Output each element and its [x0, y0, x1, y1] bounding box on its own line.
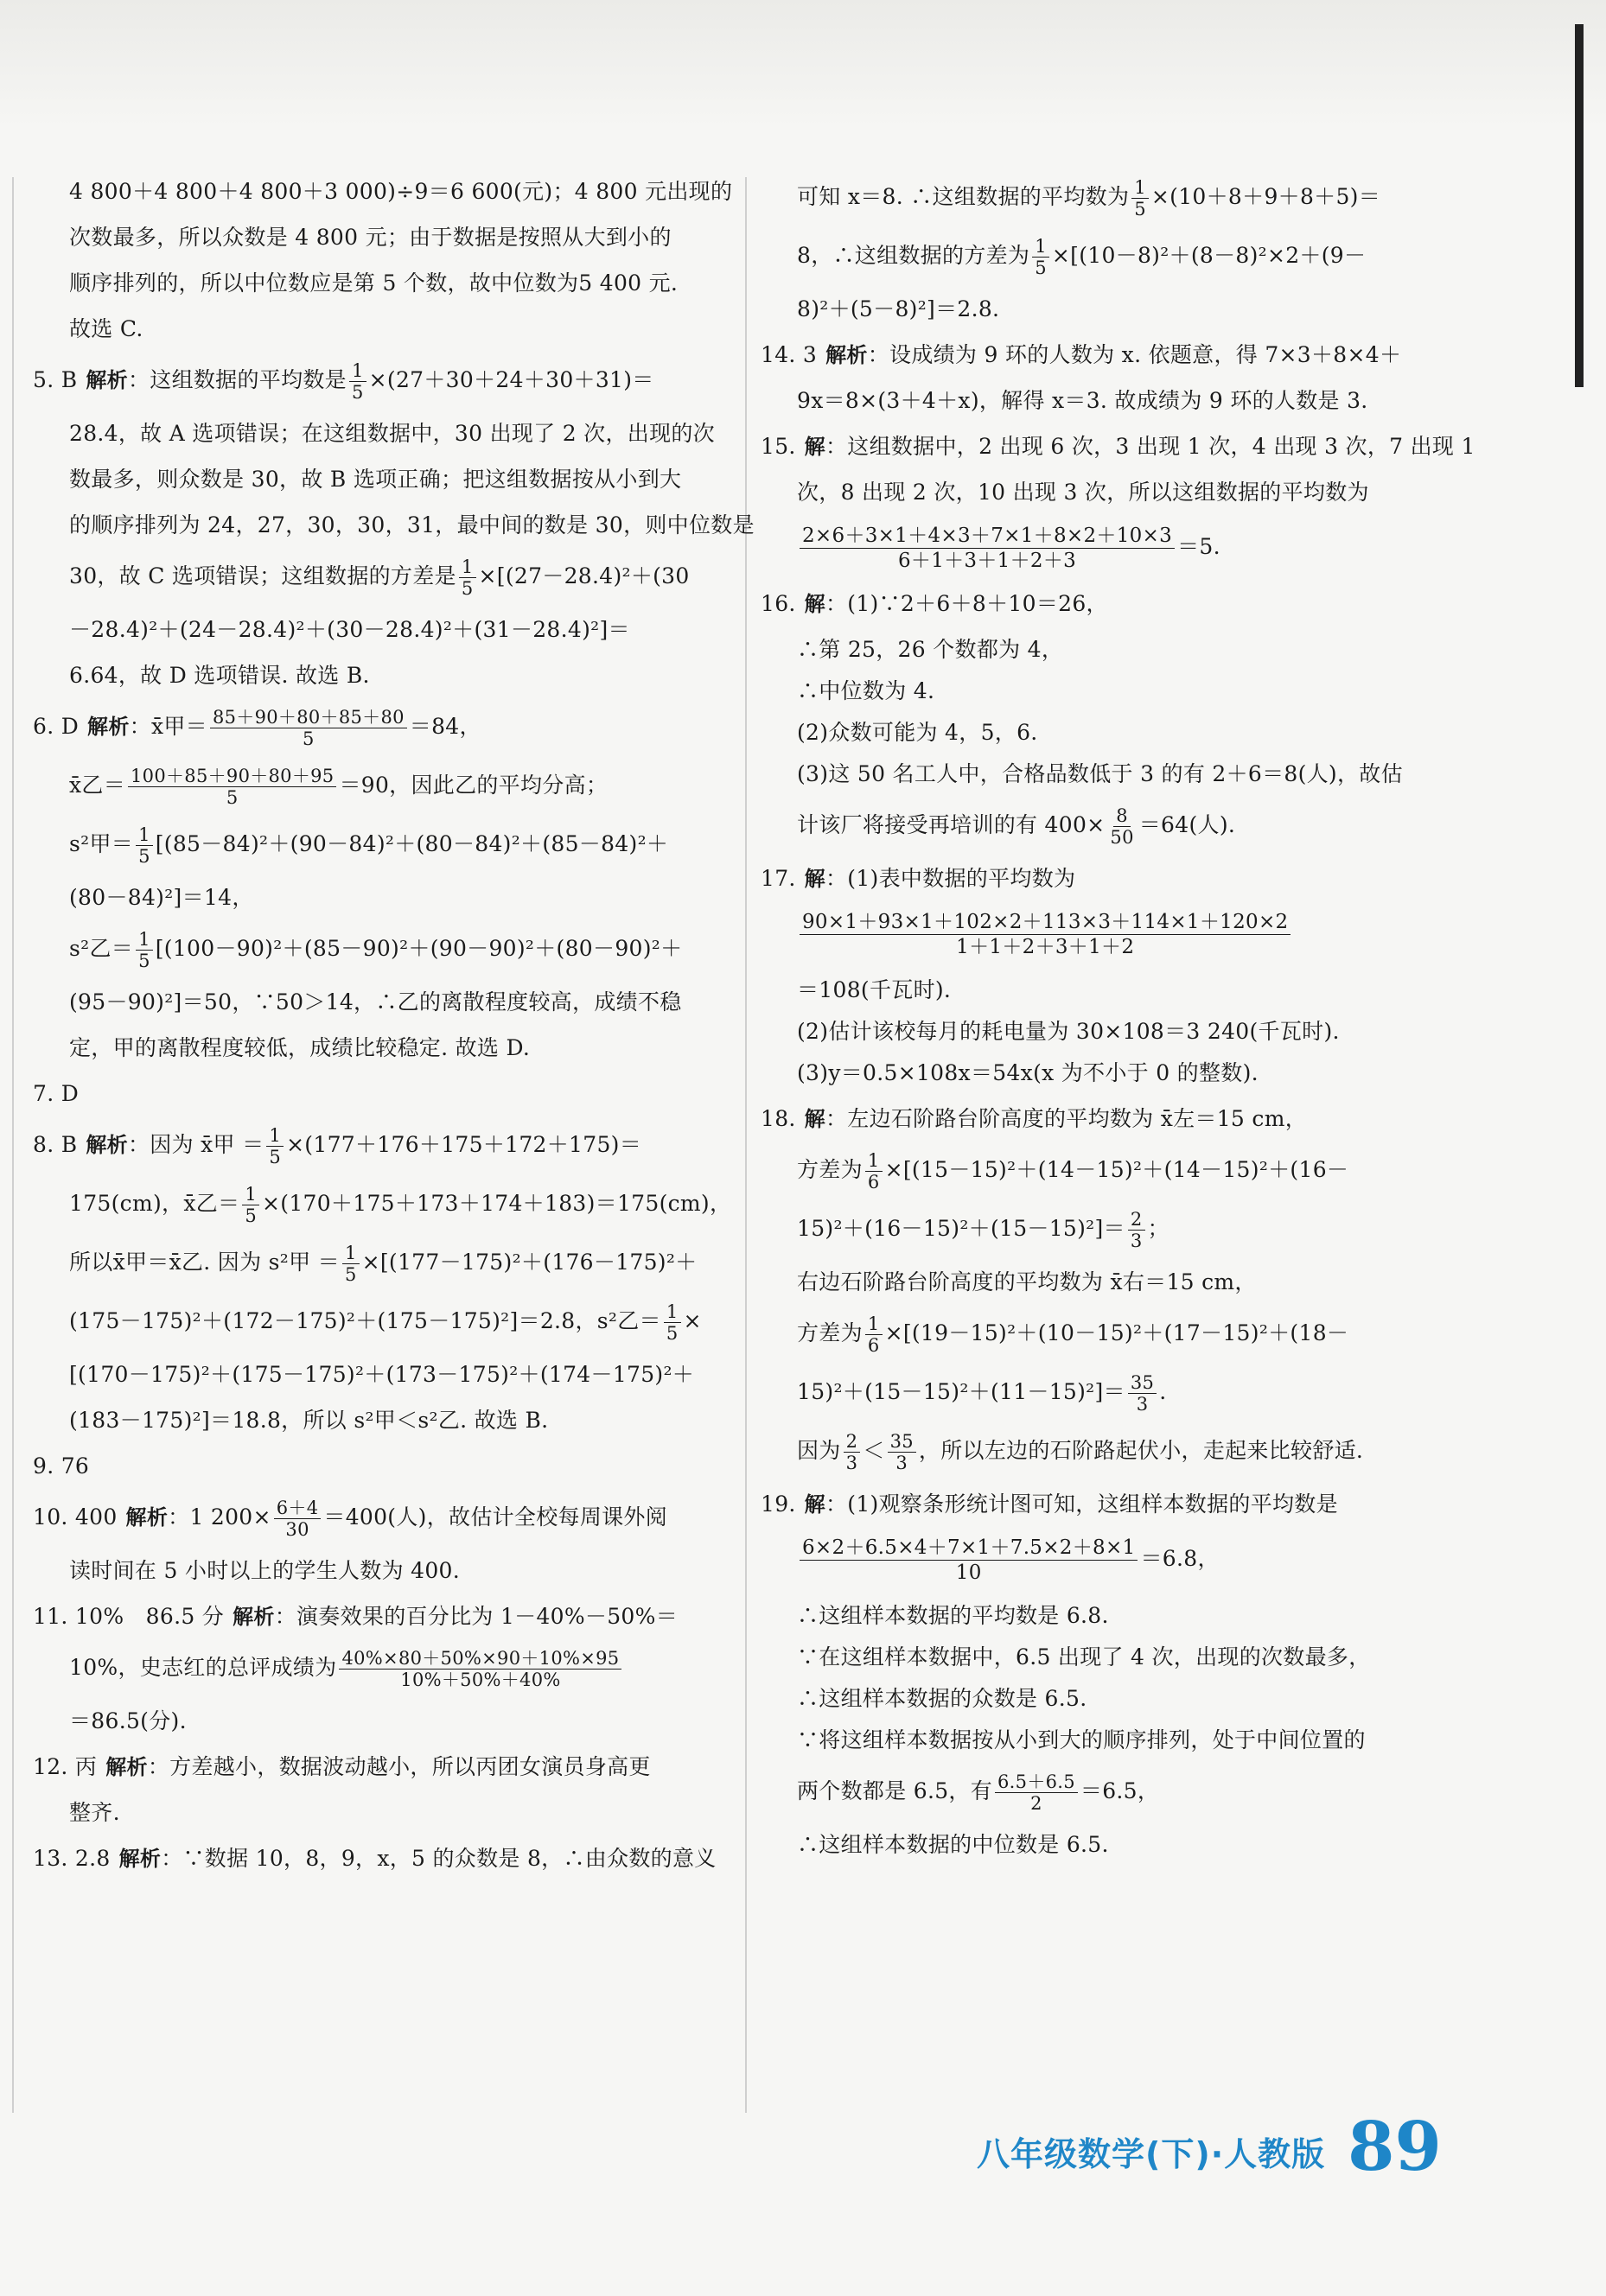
- text-line: 15)²＋(16－15)²＋(15－15)²]＝ $\frac{2}{3}$ ；: [797, 1209, 1169, 1251]
- text-line: 次，8 出现 2 次，10 出现 3 次，所以这组数据的平均数为: [797, 480, 1369, 505]
- text-line: ∵在这组样本数据中，6.5 出现了 4 次，出现的次数最多，: [797, 1644, 1371, 1670]
- text-line: 方差为 $\frac{1}{6}$ ×[(19－15)²＋(10－15)²＋(17－15)²＋(18－: [797, 1313, 1349, 1356]
- text-line: (80－84)²]＝14，: [69, 885, 254, 910]
- fraction: $\frac{1}{5}$: [266, 1125, 284, 1167]
- left-column: [33, 177, 755, 1890]
- text-line: 读时间在 5 小时以上的学生人数为 400.: [69, 1558, 461, 1583]
- fraction: $\frac{1}{5}$: [349, 360, 366, 403]
- fraction: $\frac{1}{5}$: [342, 1243, 360, 1285]
- text-line: (3)y＝0.5×108x＝54x(x 为不小于 0 的整数).: [797, 1060, 1259, 1085]
- text-line: [761, 910, 1461, 959]
- text-line: (3)这 50 名工人中，合格品数低于 3 的有 2＋6＝8(人)，故估: [797, 761, 1403, 786]
- fraction: $\frac{6\times 2+6.5\times 4+7\times 1+7.5\times 2+8\times 1}{10}$: [800, 1536, 1138, 1585]
- text-line: $\frac{6\times 2+6.5\times 4+7\times 1+7.5\times 2+8\times 1}{10}$ ＝6.8，: [761, 1536, 1461, 1585]
- text-line: 数最多，则众数是 30，故 B 选项正确；把这组数据按从小到大: [69, 467, 682, 492]
- text-line: 8)²＋(5－8)²]＝2.8.: [797, 296, 1000, 321]
- answer-19: 19. 解：(1)观察条形统计图可知，这组样本数据的平均数是: [761, 1491, 1338, 1517]
- text-line: 两个数都是 6.5，有 $\frac{6.5+6.5}{2}$ ＝6.5，: [797, 1771, 1160, 1814]
- text-line: 次数最多，所以众数是 4 800 元；由于数据是按照从大到小的: [69, 225, 672, 250]
- answer-17: 17. 解：(1)表中数据的平均数为: [761, 866, 1076, 891]
- fraction: $\frac{1}{5}$: [1032, 236, 1049, 278]
- page-footer: [977, 2104, 1442, 2186]
- fraction: $\frac{85+90+80+85+80}{5}$: [210, 707, 407, 749]
- fraction: $\frac{6+4}{30}$: [274, 1498, 322, 1540]
- text-line: 定，甲的离散程度较低，成绩比较稳定. 故选 D.: [69, 1035, 531, 1060]
- text-line: 顺序排列的，所以中位数应是第 5 个数，故中位数为5 400 元.: [69, 270, 679, 296]
- fraction: $\frac{1}{5}$: [664, 1301, 681, 1344]
- fraction: $\frac{8}{50}$: [1110, 805, 1134, 848]
- answer-9: 9. 76: [33, 1453, 90, 1479]
- text-line: ∴这组样本数据的众数是 6.5.: [797, 1686, 1087, 1711]
- fraction: $\frac{35}{3}$: [888, 1431, 916, 1473]
- text-line: (175－175)²＋(172－175)²＋(175－175)²]＝2.8，s²乙＝ $\frac{1}{5}$ ×: [69, 1301, 702, 1344]
- text-line: 因为 $\frac{2}{3}$ ＜ $\frac{35}{3}$ ，所以左边的石阶路起伏小，走起来比较舒适.: [797, 1431, 1364, 1473]
- fraction: $\frac{90\times 1+93\times 1+102\times 2+113\times 3+114\times 1+120\times 2}{1+1+2+3+1+2}$: [800, 910, 1291, 959]
- fraction: $\frac{1}{6}$: [865, 1313, 883, 1356]
- text-line: s²乙＝ $\frac{1}{5}$ [(100－90)²＋(85－90)²＋(90－90)²＋(80－90)²＋: [69, 929, 683, 971]
- text-line: 30，故 C 选项错误；这组数据的方差是 $\frac{1}{5}$ ×[(27－28.4)²＋(30: [69, 557, 690, 599]
- text-line: ∴这组样本数据的平均数是 6.8.: [797, 1603, 1109, 1628]
- fraction: $\frac{2\times 6+3\times 1+4\times 3+7\times 1+8\times 2+10\times 3}{6+1+3+1+2+3}$: [800, 524, 1175, 573]
- answer-11: 11. 10% 86.5 分 解析：演奏效果的百分比为 1－40%－50%＝: [33, 1604, 678, 1629]
- text-line: x̄乙＝ $\frac{100+85+90+80+95}{5}$ ＝90，因此乙的平均分高；: [69, 766, 609, 808]
- left-margin-rule: [12, 177, 14, 2113]
- text-line: 整齐.: [69, 1800, 120, 1825]
- text-line: 10%，史志红的总评成绩为 $\frac{40\%\times 80+50\%\times 90+10\%\times 95}{10\%+50\%+40\%}$: [33, 1648, 724, 1690]
- text-line: ∴这组样本数据的中位数是 6.5.: [797, 1832, 1109, 1857]
- answer-15: 15. 解：这组数据中，2 出现 6 次，3 出现 1 次，4 出现 3 次，7 出现 1: [761, 434, 1475, 459]
- text-line: －28.4)²＋(24－28.4)²＋(30－28.4)²＋(31－28.4)²]＝: [69, 617, 630, 642]
- answer-13: 13. 2.8 解析：∵数据 10，8，9，x，5 的众数是 8，∴由众数的意义: [33, 1846, 717, 1871]
- fraction: $\frac{40\%\times 80+50\%\times 90+10\%\times 95}{10\%+50\%+40\%}$: [339, 1648, 621, 1690]
- answer-16: 16. 解：(1)∵2＋6＋8＋10＝26，: [761, 591, 1108, 616]
- text-line: (183－175)²]＝18.8，所以 s²甲＜s²乙. 故选 B.: [69, 1408, 549, 1433]
- fraction: $\frac{1}{6}$: [865, 1150, 883, 1193]
- text-line: (95－90)²]＝50，∵50＞14，∴乙的离散程度较高，成绩不稳: [69, 989, 682, 1014]
- fraction: $\frac{6.5+6.5}{2}$: [995, 1771, 1078, 1814]
- answer-10: 10. 400 解析：1 200× $\frac{6+4}{30}$ ＝400(人)，故估计全校每周课外阅: [33, 1498, 668, 1540]
- text-line: 方差为 $\frac{1}{6}$ ×[(15－15)²＋(14－15)²＋(14－15)²＋(16－: [797, 1150, 1349, 1193]
- book-title: 八年级数学(下)·人教版: [977, 2135, 1326, 2173]
- text-line: s²甲＝ $\frac{1}{5}$ [(85－84)²＋(90－84)²＋(80－84)²＋(85－84)²＋: [69, 824, 669, 867]
- text-line: 4 800＋4 800＋4 800＋3 000)÷9＝6 600(元)；4 800 元出现的: [69, 179, 733, 204]
- text-line: 计该厂将接受再培训的有 400× $\frac{8}{50}$ ＝64(人).: [797, 805, 1236, 848]
- fraction: $\frac{1}{5}$: [136, 824, 153, 867]
- fraction: $\frac{1}{5}$: [1131, 177, 1149, 219]
- fraction: $\frac{2}{3}$: [844, 1431, 861, 1473]
- text-line: 的顺序排列为 24，27，30，30，31，最中间的数是 30，则中位数是: [69, 512, 755, 537]
- text-line: 15)²＋(15－15)²＋(11－15)²]＝ $\frac{35}{3}$ .: [797, 1372, 1167, 1415]
- fraction: $\frac{2}{3}$: [1128, 1209, 1145, 1251]
- fraction: $\frac{1}{5}$: [459, 557, 476, 599]
- text-line: ∴第 25，26 个数都为 4，: [797, 637, 1064, 662]
- answer-7: 7. D: [33, 1081, 80, 1106]
- text-line: 右边石阶路台阶高度的平均数为 x̄右＝15 cm，: [797, 1269, 1257, 1294]
- answer-8: 8. B 解析：因为 x̄甲 ＝ $\frac{1}{5}$ ×(177＋176＋175＋172＋175)＝: [33, 1125, 642, 1167]
- answer-5: 5. B 解析：这组数据的平均数是 $\frac{1}{5}$ ×(27＋30＋24＋30＋31)＝: [33, 360, 654, 403]
- answer-14: 14. 3 解析：设成绩为 9 环的人数为 x. 依题意，得 7×3＋8×4＋: [761, 342, 1402, 367]
- text-line: (2)估计该校每月的耗电量为 30×108＝3 240(千瓦时).: [797, 1019, 1340, 1044]
- text-line: [(170－175)²＋(175－175)²＋(173－175)²＋(174－175)²＋: [69, 1362, 695, 1387]
- fraction: $\frac{35}{3}$: [1128, 1372, 1157, 1415]
- text-line: (2)众数可能为 4，5，6.: [797, 720, 1038, 745]
- answer-6: 6. D 解析：x̄甲＝ $\frac{85+90+80+85+80}{5}$ ＝84，: [33, 707, 481, 749]
- fraction: $\frac{1}{5}$: [136, 929, 153, 971]
- page-number: 89: [1348, 2108, 1442, 2186]
- fraction: $\frac{100+85+90+80+95}{5}$: [128, 766, 336, 808]
- fraction: $\frac{1}{5}$: [242, 1184, 259, 1226]
- text-line: 175(cm)，x̄乙＝ $\frac{1}{5}$ ×(170＋175＋173＋174＋183)＝175(cm)，: [69, 1184, 732, 1226]
- text-line: 28.4，故 A 选项错误；在这组数据中，30 出现了 2 次，出现的次: [69, 421, 715, 446]
- page-top-shadow: [0, 0, 1606, 130]
- right-column: [761, 177, 1475, 1876]
- column-divider: [745, 177, 747, 2113]
- text-line: 故选 C.: [69, 316, 143, 341]
- text-line: $\frac{2\times 6+3\times 1+4\times 3+7\times 1+8\times 2+10\times 3}{6+1+3+1+2+3}$ ＝5.: [761, 524, 1461, 573]
- text-line: ＝86.5(分).: [69, 1708, 187, 1733]
- answer-18: 18. 解：左边石阶路台阶高度的平均数为 x̄左＝15 cm，: [761, 1106, 1307, 1131]
- answer-12: 12. 丙 解析：方差越小，数据波动越小，所以丙团女演员身高更: [33, 1754, 651, 1779]
- text-line: 9x＝8×(3＋4＋x)，解得 x＝3. 故成绩为 9 环的人数是 3.: [797, 388, 1368, 413]
- text-line: 8，∴这组数据的方差为 $\frac{1}{5}$ ×[(10－8)²＋(8－8)²×2＋(9－: [797, 236, 1367, 278]
- text-line: ∴中位数为 4.: [797, 678, 935, 703]
- text-line: 所以x̄甲＝x̄乙. 因为 s²甲 ＝ $\frac{1}{5}$ ×[(177－175)²＋(176－175)²＋: [69, 1243, 698, 1285]
- text-line: ∵将这组样本数据按从小到大的顺序排列，处于中间位置的: [797, 1727, 1366, 1752]
- text-line: ＝108(千瓦时).: [797, 977, 952, 1002]
- text-line: 可知 x＝8. ∴这组数据的平均数为 $\frac{1}{5}$ ×(10＋8＋9＋8＋5)＝: [797, 177, 1381, 219]
- text-line: 6.64，故 D 选项错误. 故选 B.: [69, 663, 370, 688]
- binding-edge: [1575, 24, 1584, 387]
